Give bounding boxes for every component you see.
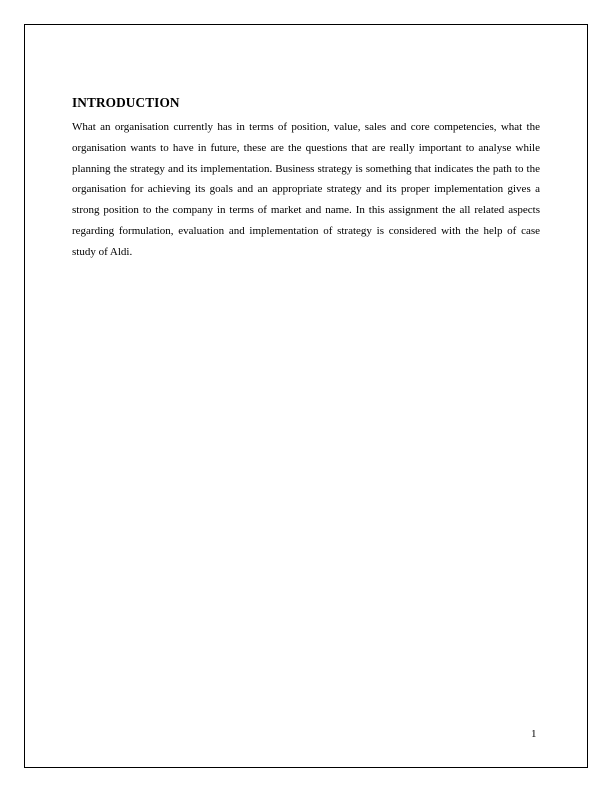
section-heading: INTRODUCTION xyxy=(72,95,180,110)
page-number: 1 xyxy=(531,728,537,740)
introduction-paragraph: What an organisation currently has in terms of position, value, sales and core competencies, what the organisation wants to have in future, these are the questions that are really important to analyse while planning the strategy and its implementation. Business strategy is something that indicates the path to the organisation for achieving its goals and an appropriate strategy and its proper implementation gives a strong position to the company in terms of market and name. In this assignment the all related aspects regarding formulation, evaluation and implementation of strategy is considered with the help of case study of Aldi. xyxy=(72,121,540,258)
